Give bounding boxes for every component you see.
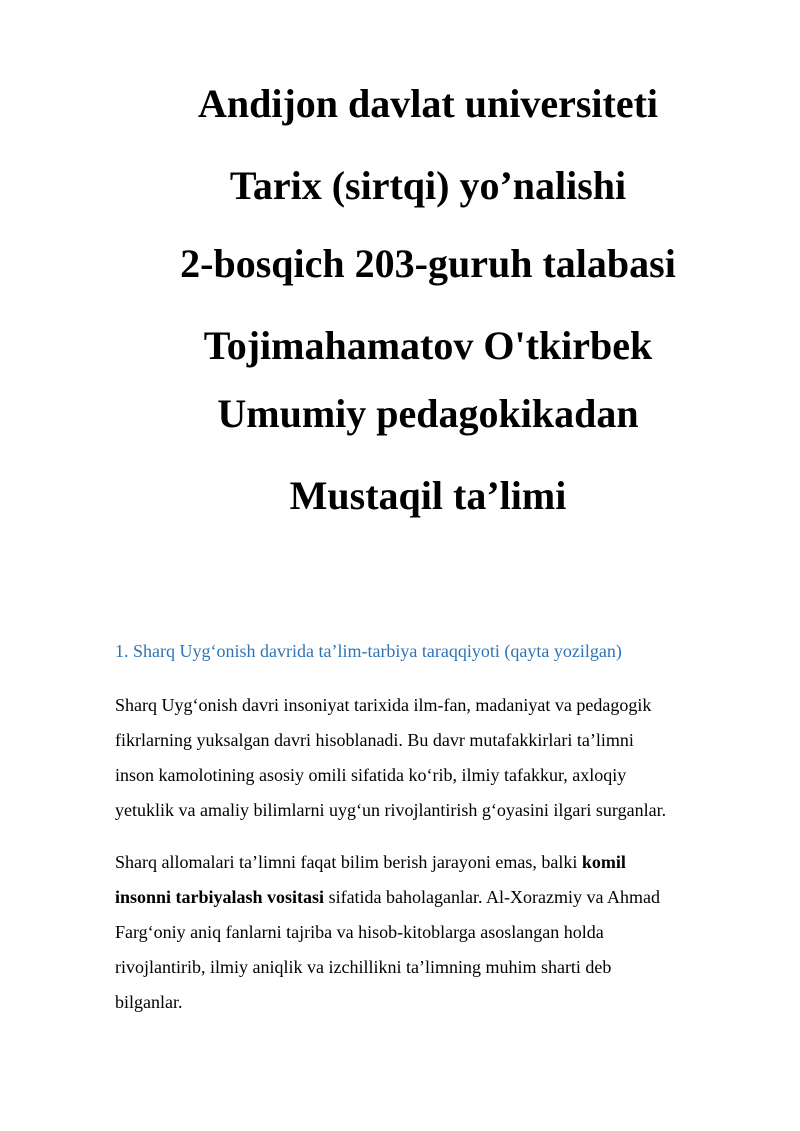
title-block <box>0 74 800 526</box>
paragraph-1-line: yetuklik va amaliy bilimlarni uyg‘un rivojlantirish g‘oyasini ilgari surganlar. <box>115 800 667 820</box>
paragraph-2-text: sifatida baholaganlar. Al-Xorazmiy va Ahmad <box>324 887 660 907</box>
university-name: Andijon davlat universiteti <box>197 81 659 126</box>
section-heading: 1. Sharq Uyg‘onish davrida ta’lim-tarbiya taraqqiyoti (qayta yozilgan) <box>115 641 622 661</box>
paragraph-2-line: bilganlar. <box>115 992 183 1012</box>
paragraph-1-line: inson kamolotining asosiy omili sifatida ko‘rib, ilmiy tafakkur, axloqiy <box>115 765 627 785</box>
paragraph-1-line: Sharq Uyg‘onish davri insoniyat tarixida ilm-fan, madaniyat va pedagogik <box>115 695 652 715</box>
paragraph-2-text: Sharq allomalari ta’limni faqat bilim berish jarayoni emas, balki <box>115 852 582 872</box>
paragraph-2-bold-text: komil <box>581 852 626 872</box>
paragraph-2-line <box>115 880 755 915</box>
paragraph-1 <box>115 688 755 828</box>
subject-name: Umumiy pedagokikadan <box>217 391 639 436</box>
paragraph-2-line: Farg‘oniy aniq fanlarni tajriba va hisob-kitoblarga asoslangan holda <box>115 922 604 942</box>
paragraph-2-line: rivojlantirib, ilmiy aniqlik va izchillikni ta’limning muhim sharti deb <box>115 957 612 977</box>
paragraph-2 <box>115 845 755 1020</box>
program-name: Tarix (sirtqi) yo’nalishi <box>229 163 627 208</box>
paragraph-2-bold-text: insonni tarbiyalash vositasi <box>115 887 325 907</box>
paragraph-2-line <box>115 845 755 880</box>
work-type: Mustaqil ta’limi <box>289 473 567 518</box>
paragraph-1-line: fikrlarning yuksalgan davri hisoblanadi. Bu davr mutafakkirlari ta’limni <box>115 730 634 750</box>
student-group: 2-bosqich 203-guruh talabasi <box>180 241 676 286</box>
student-name: Tojimahamatov O'tkirbek <box>203 323 653 368</box>
